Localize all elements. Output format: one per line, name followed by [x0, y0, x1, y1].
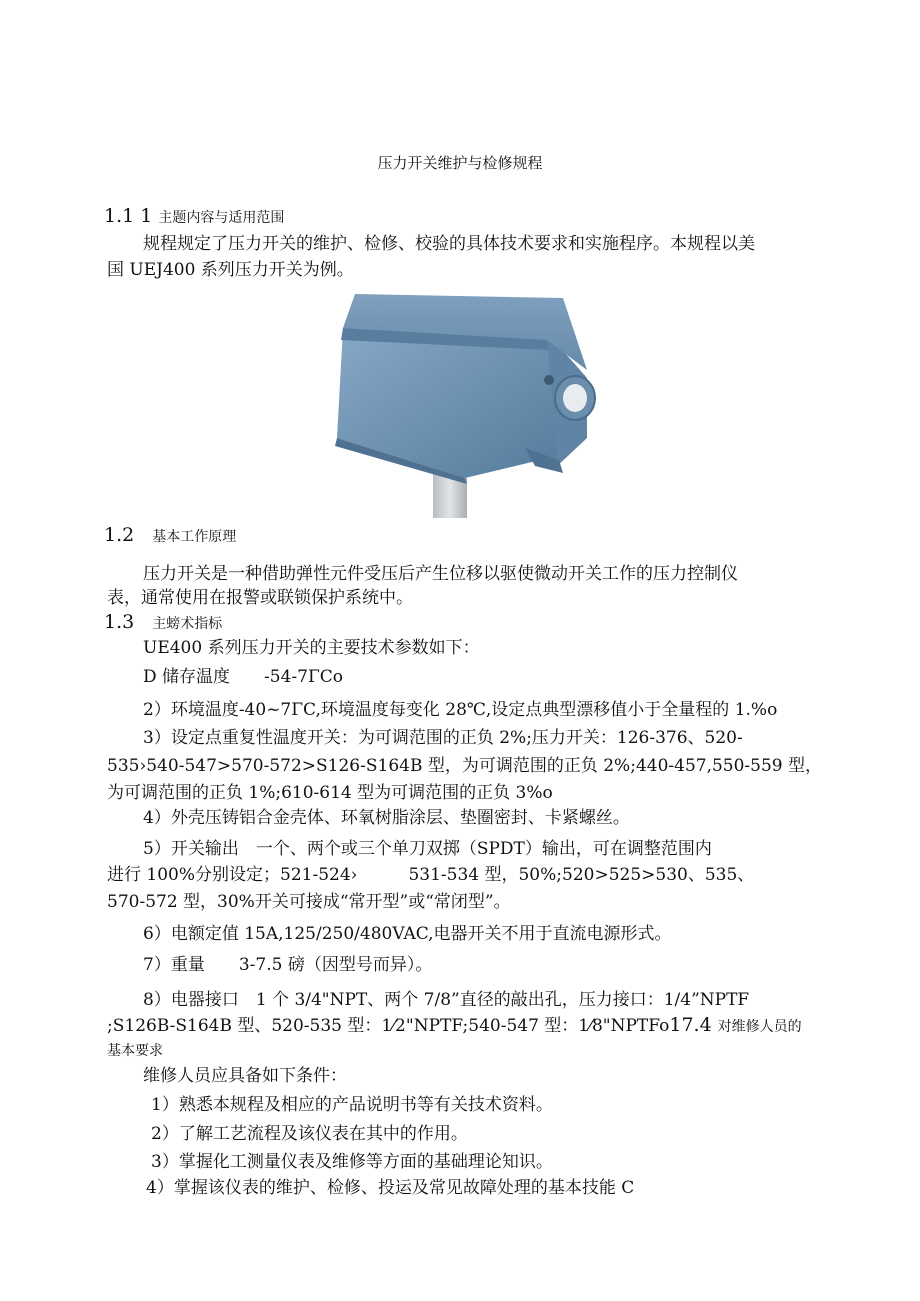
section-title: 主题内容与适用范围: [158, 210, 285, 226]
section-1-4-title-cont: 基本要求: [107, 1043, 163, 1059]
spec-item-1: D 储存温度 -54-7ΓCo: [143, 667, 344, 687]
paragraph-line: 表，通常使用在报警或联锁保护系统中。: [107, 588, 413, 608]
section-1-4-title: 对维修人员的: [717, 1019, 802, 1035]
spec-item-3-cont: 为可调范围的正负 1%;610-614 型为可调范围的正负 3%o: [107, 783, 553, 803]
page-title: 压力开关维护与检修规程: [377, 154, 543, 172]
requirement-item-1: 1）熟悉本规程及相应的产品说明书等有关技术资料。: [151, 1095, 553, 1115]
paragraph-line: UE400 系列压力开关的主要技术参数如下：: [143, 638, 480, 658]
section-1-3-heading: [104, 611, 222, 633]
paragraph-line: 国 UEJ400 系列压力开关为例。: [107, 260, 354, 280]
spec-item-6: 6）电额定值 15A,125/250/480VAC,电器开关不用于直流电源形式。: [143, 924, 672, 944]
spec-item-8: 8）电器接口 1 个 3/4"NPT、两个 7/8”直径的敲出孔，压力接口：1/4”NPTF: [143, 990, 750, 1010]
section-1-4-number: 17.4: [669, 1014, 712, 1036]
paragraph-line: 维修人员应具备如下条件：: [143, 1066, 347, 1086]
paragraph-line: 规程规定了压力开关的维护、检修、校验的具体技术要求和实施程序。本规程以美: [143, 234, 755, 254]
requirement-item-4: 4）掌握该仪表的维护、检修、投运及常见故障处理的基本技能 C: [146, 1178, 635, 1198]
spec-item-5: 5）开关输出 一个、两个或三个单刀双掷（SPDT）输出，可在调整范围内: [143, 839, 712, 859]
spec-item-5-cont: 进行 100%分别设定；521-524› 531-534 型，50%;520>525>530、535、: [107, 865, 755, 885]
requirement-item-3: 3）掌握化工测量仪表及维修等方面的基础理论知识。: [151, 1152, 553, 1172]
section-number: 1.3: [104, 611, 135, 633]
requirement-item-2: 2）了解工艺流程及该仪表在其中的作用。: [151, 1124, 468, 1144]
spec-item-8-text: ;S126B-S164B 型、520-535 型：1⁄2"NPTF;540-547 型：1⁄8"NPTFo: [107, 1016, 670, 1036]
section-number: 1.2: [104, 524, 135, 546]
section-1-1-heading: [104, 205, 284, 227]
section-number: 1.1 1: [104, 205, 153, 227]
section-title: 主螃术指标: [152, 616, 223, 632]
spec-item-7: 7）重量 3-7.5 磅（因型号而异）。: [143, 955, 433, 975]
section-title: 基本工作原理: [152, 529, 237, 545]
section-1-2-heading: [104, 524, 236, 546]
spec-item-8-cont: [107, 1013, 802, 1039]
spec-item-3-cont: 535›540-547>570-572>S126-S164B 型，为可调范围的正负 2%;440-457,550-559 型，: [107, 756, 823, 776]
spec-item-3: 3）设定点重复性温度开关：为可调范围的正负 2%;压力开关：126-376、520-: [143, 728, 743, 748]
spec-item-4: 4）外壳压铸铝合金壳体、环氧树脂涂层、垫圈密封、卡紧螺丝。: [143, 808, 630, 828]
spec-item-2: 2）环境温度-40~7ΓC,环境温度每变化 28℃,设定点典型漂移值小于全量程的 1.%o: [143, 700, 778, 720]
pressure-switch-photo: [325, 288, 597, 518]
paragraph-line: 压力开关是一种借助弹性元件受压后产生位移以驱使微动开关工作的压力控制仪: [143, 564, 738, 584]
spec-item-5-cont: 570-572 型，30%开关可接成“常开型”或“常闭型”。: [107, 892, 511, 912]
